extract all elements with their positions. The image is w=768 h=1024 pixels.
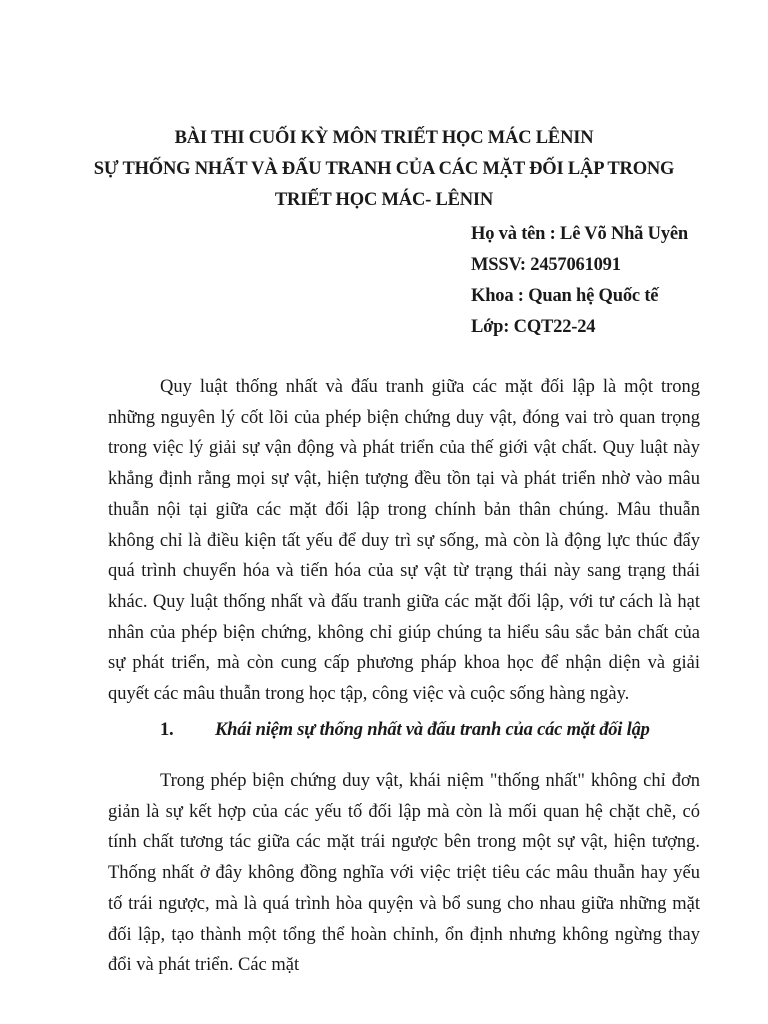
student-faculty: Khoa : Quan hệ Quốc tế (471, 286, 659, 306)
intro-paragraph: Quy luật thống nhất và đấu tranh giữa các mặt đối lập là một trong những nguyên lý cốt lõi của phép biện chứng duy vật, đóng vai trò quan trọng trong việc lý giải sự vận động và phát triển của thế giới vật chất. Quy luật này khẳng định rằng mọi sự vật, hiện tượng đều tồn tại và phát triển nhờ vào mâu thuẫn nội tại giữa các mặt đối lập trong chính bản thân chúng. Mâu thuẫn không chỉ là điều kiện tất yếu để duy trì sự sống, mà còn là động lực thúc đẩy quá trình chuyển hóa và tiến hóa của sự vật từ trạng thái này sang trạng thái khác. Quy luật thống nhất và đấu tranh giữa các mặt đối lập, với tư cách là hạt nhân của phép biện chứng, không chỉ giúp chúng ta hiểu sâu sắc bản chất của sự phát triển, mà còn cung cấp phương pháp khoa học để nhận diện và giải quyết các mâu thuẫn trong học tập, công việc và cuộc sống hàng ngày. (108, 377, 700, 705)
section-title: Khái niệm sự thống nhất và đấu tranh của các mặt đối lập (215, 720, 650, 740)
section-paragraph: Trong phép biện chứng duy vật, khái niệm "thống nhất" không chỉ đơn giản là sự kết hợp của các yếu tố đối lập mà còn là mối quan hệ chặt chẽ, có tính chất tương tác giữa các mặt trái ngược bên trong một sự vật, hiện tượng. Thống nhất ở đây không đồng nghĩa với việc triệt tiêu các mâu thuẫn hay yếu tố trái ngược, mà là quá trình hòa quyện và bổ sung cho nhau giữa những mặt đối lập, tạo thành một tổng thể hoàn chỉnh, ổn định nhưng không ngừng thay đổi và phát triển. Các mặt (108, 771, 700, 976)
student-name: Họ và tên : Lê Võ Nhã Uyên (471, 224, 688, 244)
section-number: 1. (160, 720, 174, 740)
student-class: Lớp: CQT22-24 (471, 317, 596, 337)
title-line-2: SỰ THỐNG NHẤT VÀ ĐẤU TRANH CỦA CÁC MẶT ĐỐI LẬP TRONG (93, 159, 675, 179)
student-id: MSSV: 2457061091 (471, 255, 621, 275)
title-line-1: BÀI THI CUỐI KỲ MÔN TRIẾT HỌC MÁC LÊNIN (174, 128, 594, 148)
title-line-3: TRIẾT HỌC MÁC- LÊNIN (274, 190, 494, 210)
